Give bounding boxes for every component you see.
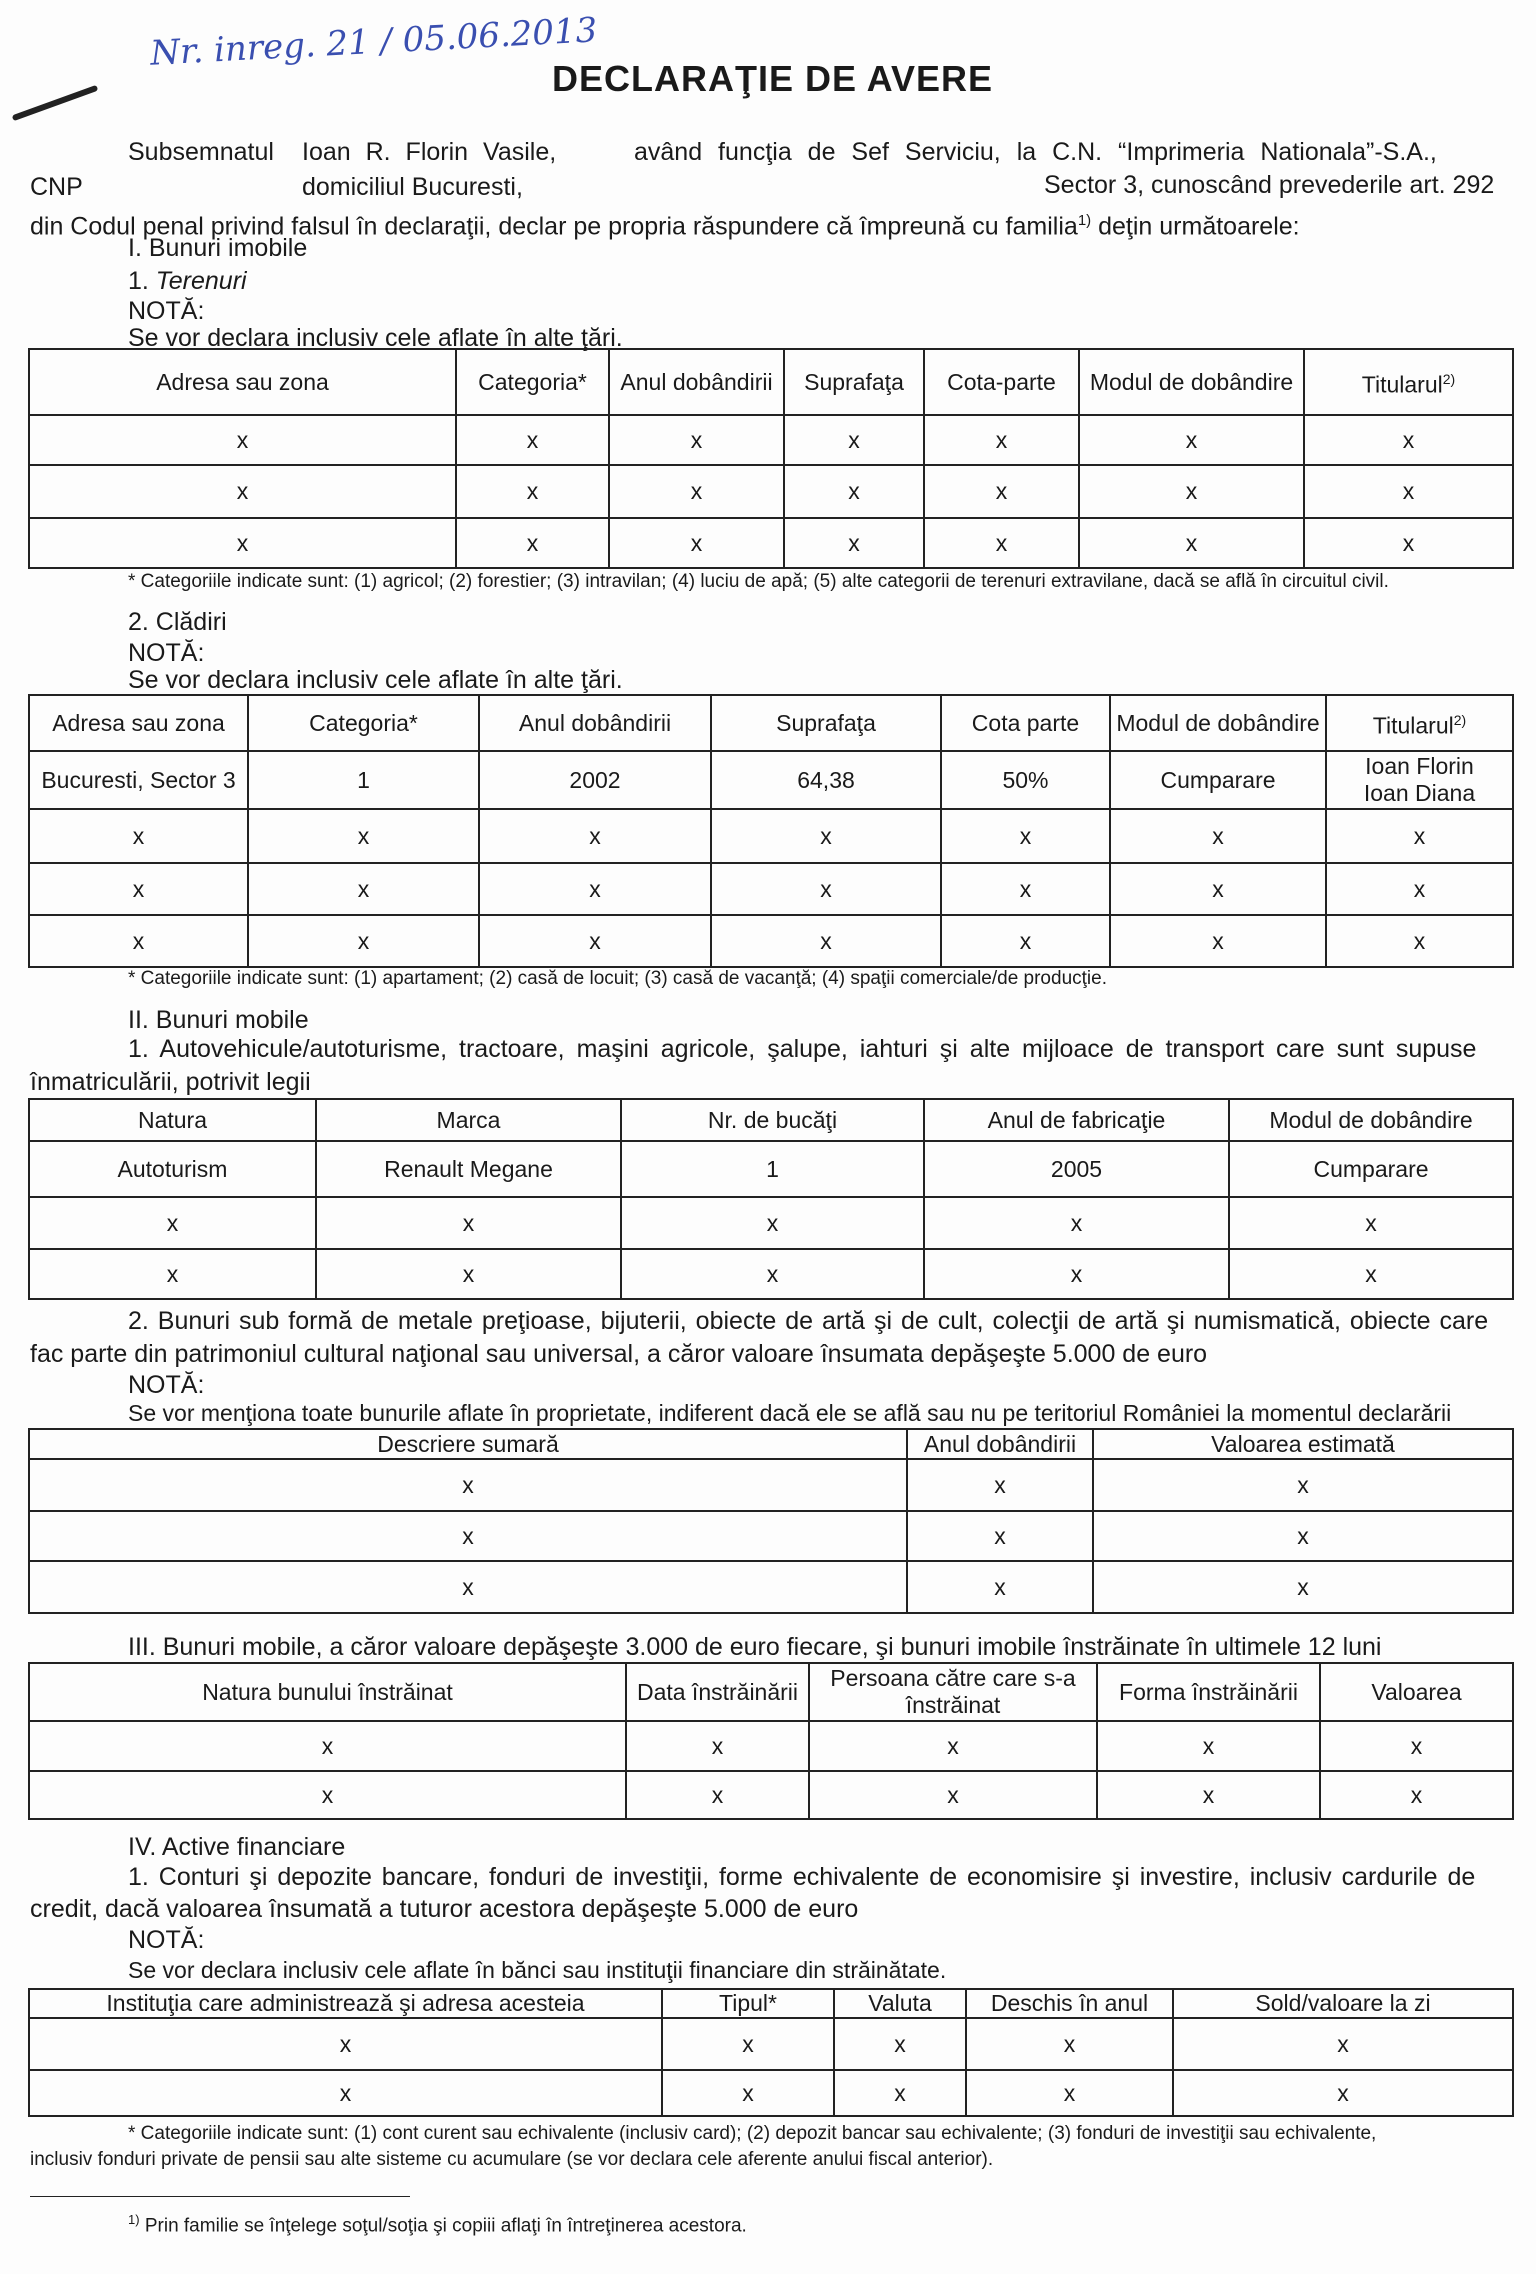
cell: x <box>1097 1771 1320 1819</box>
cell: x <box>907 1459 1093 1511</box>
cell: x <box>29 518 456 568</box>
cell: x <box>626 1721 809 1771</box>
section-bunuri-imobile: I. Bunuri imobile <box>128 234 308 262</box>
th-suprafata: Suprafaţa <box>784 349 924 415</box>
autovehicule-line2: înmatriculării, potrivit legii <box>30 1068 311 1096</box>
conturi-table <box>28 1988 1514 2117</box>
th-sold: Sold/valoare la zi <box>1173 1989 1513 2018</box>
th-valoarea: Valoarea <box>1320 1663 1513 1721</box>
table-row <box>29 465 1513 518</box>
cell: 64,38 <box>711 751 941 809</box>
th-anul: Anul dobândirii <box>907 1429 1093 1459</box>
th-natura: Natura <box>29 1099 316 1141</box>
cell: x <box>1110 863 1326 915</box>
table-row <box>29 1141 1513 1197</box>
cell: x <box>29 2070 662 2116</box>
cladiri-nota: NOTĂ: <box>128 639 205 667</box>
cell: x <box>316 1197 621 1249</box>
cell: x <box>784 415 924 465</box>
cell: x <box>609 415 784 465</box>
cell: x <box>966 2070 1173 2116</box>
cell: x <box>711 863 941 915</box>
terenuri-note-text: Se vor declara inclusiv cele aflate în alte ţări. <box>128 324 623 352</box>
th-anul: Anul dobândirii <box>479 695 711 751</box>
th-cota: Cota-parte <box>924 349 1079 415</box>
cell: x <box>479 915 711 967</box>
cell: x <box>29 415 456 465</box>
cell: Renault Megane <box>316 1141 621 1197</box>
cell: x <box>711 809 941 863</box>
table-row <box>29 863 1513 915</box>
cell: 1 <box>248 751 479 809</box>
cell: x <box>1304 465 1513 518</box>
conturi-line2: credit, dacă valoarea însumată a tuturor acestora depăşeşte 5.000 de euro <box>30 1895 859 1923</box>
cell: x <box>1304 415 1513 465</box>
cladiri-note-text: Se vor declara inclusiv cele aflate în alte ţări. <box>128 666 623 694</box>
cell: x <box>29 1511 907 1561</box>
table-row <box>29 1511 1513 1561</box>
table-row <box>29 809 1513 863</box>
cell: x <box>1326 915 1513 967</box>
cell: 50% <box>941 751 1110 809</box>
cell: x <box>1093 1561 1513 1613</box>
th-modul: Modul de dobândire <box>1110 695 1326 751</box>
cell: 2005 <box>924 1141 1229 1197</box>
section-instrainate: III. Bunuri mobile, a căror valoare depăşeşte 3.000 de euro fiecare, şi bunuri imobile înstrăinate în ultimele 12 luni <box>128 1633 1382 1661</box>
table-row <box>29 915 1513 967</box>
cell: x <box>1304 518 1513 568</box>
cell: x <box>809 1771 1097 1819</box>
subsection-terenuri: 1. Terenuri <box>128 267 247 295</box>
th-categoria: Categoria* <box>248 695 479 751</box>
cell: Cumparare <box>1110 751 1326 809</box>
subsection-cladiri: 2. Clădiri <box>128 608 227 636</box>
cell: x <box>662 2018 834 2070</box>
cell: x <box>1326 863 1513 915</box>
th-valoarea: Valoarea estimată <box>1093 1429 1513 1459</box>
th-modul: Modul de dobândire <box>1079 349 1304 415</box>
th-adresa: Adresa sau zona <box>29 349 456 415</box>
cell: x <box>924 518 1079 568</box>
registration-number-handwritten: Nr. inreg. 21 / 05.06.2013 <box>149 10 599 74</box>
cell: x <box>29 1249 316 1299</box>
instrainate-table <box>28 1662 1514 1820</box>
cell: x <box>1079 518 1304 568</box>
document-title: DECLARAŢIE DE AVERE <box>552 58 994 99</box>
cell: x <box>29 1561 907 1613</box>
th-categoria: Categoria* <box>456 349 609 415</box>
cell: x <box>1326 809 1513 863</box>
cell: x <box>834 2070 966 2116</box>
cell: x <box>907 1561 1093 1613</box>
th-anul-fabricatie: Anul de fabricaţie <box>924 1099 1229 1141</box>
table-row <box>29 518 1513 568</box>
pen-stroke-mark <box>12 85 99 121</box>
conturi-footnote-line1: * Categoriile indicate sunt: (1) cont curent sau echivalente (inclusiv card); (2) depozit bancar sau echivalente; (3) fonduri de investiţii sau echivalente, <box>128 2123 1377 2144</box>
table-row <box>29 415 1513 465</box>
cell: x <box>1079 415 1304 465</box>
th-titularul: Titularul$^{2)}$ <box>1326 695 1513 751</box>
cell: x <box>29 1771 626 1819</box>
cell: x <box>809 1721 1097 1771</box>
cell: x <box>924 415 1079 465</box>
cell: x <box>1093 1511 1513 1561</box>
terenuri-footnote: * Categoriile indicate sunt: (1) agricol; (2) forestier; (3) intravilan; (4) luciu de apă; (5) alte categorii de terenuri extravilane, dacă se află în circuitul civil. <box>128 571 1389 592</box>
cell: x <box>1320 1771 1513 1819</box>
conturi-nota: NOTĂ: <box>128 1926 205 1954</box>
cell: Autoturism <box>29 1141 316 1197</box>
intro-cnp-label: CNP <box>30 173 83 201</box>
cell: x <box>29 1197 316 1249</box>
cell: x <box>711 915 941 967</box>
cell-titular: Ioan Florin Ioan Diana <box>1326 751 1513 809</box>
cladiri-table <box>28 694 1514 968</box>
cell: x <box>479 863 711 915</box>
cell: x <box>29 863 248 915</box>
cell: x <box>456 415 609 465</box>
cell: x <box>29 915 248 967</box>
cell: x <box>1097 1721 1320 1771</box>
th-nr-bucati: Nr. de bucăţi <box>621 1099 924 1141</box>
cell: x <box>1229 1249 1513 1299</box>
cell: x <box>662 2070 834 2116</box>
th-persoana: Persoana către care s-a înstrăinat <box>809 1663 1097 1721</box>
th-deschis: Deschis în anul <box>966 1989 1173 2018</box>
cell: x <box>924 1249 1229 1299</box>
intro-name: Ioan R. Florin Vasile, <box>302 138 557 166</box>
th-valuta: Valuta <box>834 1989 966 2018</box>
cell: x <box>834 2018 966 2070</box>
section-bunuri-mobile: II. Bunuri mobile <box>128 1006 309 1034</box>
cell: x <box>1093 1459 1513 1511</box>
table-row <box>29 1249 1513 1299</box>
intro-domicile: domiciliul Bucuresti, <box>302 173 523 201</box>
th-data: Data înstrăinării <box>626 1663 809 1721</box>
th-institutia: Instituţia care administrează şi adresa acesteia <box>29 1989 662 2018</box>
intro-function: având funcţia de Sef Serviciu, la C.N. “Imprimeria Nationala”-S.A., <box>634 138 1437 166</box>
section-active-financiare: IV. Active financiare <box>128 1833 346 1861</box>
th-forma: Forma înstrăinării <box>1097 1663 1320 1721</box>
metale-nota: NOTĂ: <box>128 1371 205 1399</box>
metale-pretioase-line1: 2. Bunuri sub formă de metale preţioase, bijuterii, obiecte de artă şi de cult, colecţii de artă şi numismatică, obiecte care <box>128 1307 1489 1335</box>
autovehicule-table <box>28 1098 1514 1300</box>
th-modul: Modul de dobândire <box>1229 1099 1513 1141</box>
cell: x <box>29 465 456 518</box>
cell: x <box>907 1511 1093 1561</box>
cell: x <box>621 1249 924 1299</box>
th-anul: Anul dobândirii <box>609 349 784 415</box>
cell: x <box>248 915 479 967</box>
cell: x <box>784 518 924 568</box>
cell: Bucuresti, Sector 3 <box>29 751 248 809</box>
th-tipul: Tipul* <box>662 1989 834 2018</box>
table-row <box>29 751 1513 809</box>
familie-footnote: $^{1)}$ Prin familie se înţelege soţul/soţia şi copiii aflaţi în întreţinerea acestora. <box>128 2212 747 2237</box>
cell: x <box>621 1197 924 1249</box>
cell: x <box>941 915 1110 967</box>
table-row <box>29 2018 1513 2070</box>
cell: x <box>29 2018 662 2070</box>
cell: x <box>1229 1197 1513 1249</box>
cell: x <box>29 809 248 863</box>
cell: Cumparare <box>1229 1141 1513 1197</box>
table-row <box>29 1561 1513 1613</box>
th-marca: Marca <box>316 1099 621 1141</box>
terenuri-nota: NOTĂ: <box>128 297 205 325</box>
cell: x <box>1110 809 1326 863</box>
cell: x <box>924 1197 1229 1249</box>
cell: x <box>609 518 784 568</box>
cell: x <box>609 465 784 518</box>
th-adresa: Adresa sau zona <box>29 695 248 751</box>
th-suprafata: Suprafaţa <box>711 695 941 751</box>
terenuri-table <box>28 348 1514 569</box>
cell: x <box>479 809 711 863</box>
cell: x <box>1110 915 1326 967</box>
cell: x <box>941 863 1110 915</box>
cell: x <box>1320 1721 1513 1771</box>
cell: x <box>1173 2018 1513 2070</box>
cell: x <box>456 518 609 568</box>
cell: 2002 <box>479 751 711 809</box>
cell: x <box>456 465 609 518</box>
cell: x <box>924 465 1079 518</box>
cell: x <box>966 2018 1173 2070</box>
cell: x <box>29 1721 626 1771</box>
th-cota: Cota parte <box>941 695 1110 751</box>
metale-note-text: Se vor menţiona toate bunurile aflate în proprietate, indiferent dacă ele se află sau nu pe teritoriul României la momentul declarării <box>128 1400 1452 1426</box>
table-row <box>29 1459 1513 1511</box>
cell: x <box>248 863 479 915</box>
th-descriere: Descriere sumară <box>29 1429 907 1459</box>
table-row <box>29 2070 1513 2116</box>
conturi-footnote-line2: inclusiv fonduri private de pensii sau alte sisteme cu acumulare (se vor declara cele aferente anului fiscal anterior). <box>30 2149 994 2170</box>
th-titularul: Titularul$^{2)}$ <box>1304 349 1513 415</box>
cell: x <box>29 1459 907 1511</box>
cell: x <box>941 809 1110 863</box>
cell: x <box>1079 465 1304 518</box>
intro-subsemnatul: Subsemnatul <box>128 138 274 166</box>
cell: x <box>248 809 479 863</box>
autovehicule-line1: 1. Autovehicule/autoturisme, tractoare, maşini agricole, şalupe, iahturi şi alte mijloace de transport care sunt supuse <box>128 1035 1477 1063</box>
conturi-note-text: Se vor declara inclusiv cele aflate în bănci sau instituţii financiare din străinătate. <box>128 1957 947 1983</box>
th-natura-bunului: Natura bunului înstrăinat <box>29 1663 626 1721</box>
cell: x <box>316 1249 621 1299</box>
cell: x <box>1173 2070 1513 2116</box>
intro-line3: din Codul penal privind falsul în declaraţii, declar pe propria răspundere că împreună cu familia$^{1)}$ deţin următoarele: <box>30 212 1300 241</box>
footnote-divider <box>30 2196 410 2197</box>
intro-sector: Sector 3, cunoscând prevederile art. 292 <box>1044 171 1495 199</box>
metale-table <box>28 1428 1514 1614</box>
table-row <box>29 1721 1513 1771</box>
conturi-line1: 1. Conturi şi depozite bancare, fonduri de investiţii, forme echivalente de economisire şi investire, inclusiv cardurile de <box>128 1863 1476 1891</box>
table-row <box>29 1197 1513 1249</box>
table-row <box>29 1771 1513 1819</box>
cell: x <box>626 1771 809 1819</box>
cell: x <box>784 465 924 518</box>
metale-pretioase-line2: fac parte din patrimoniul cultural naţional sau universal, a căror valoare însumata depăşeşte 5.000 de euro <box>30 1340 1208 1368</box>
cell: 1 <box>621 1141 924 1197</box>
cladiri-footnote: * Categoriile indicate sunt: (1) apartament; (2) casă de locuit; (3) casă de vacanţă; (4) spaţii comerciale/de producţie. <box>128 968 1107 989</box>
